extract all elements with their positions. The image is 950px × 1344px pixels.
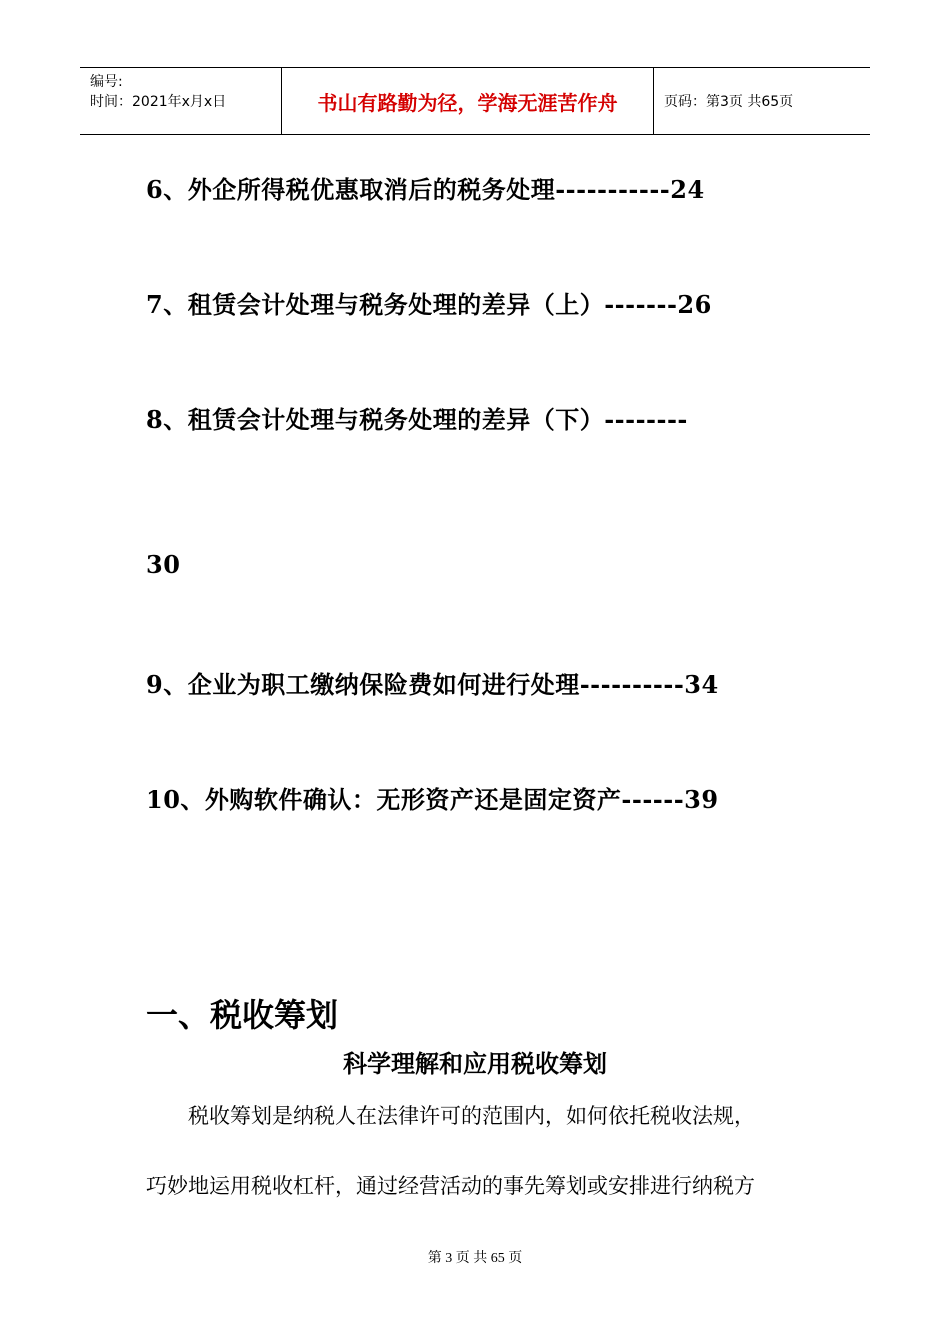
page-footer: 第 3 页 共 65 页: [427, 1251, 523, 1266]
toc-item-8[interactable]: 8、租赁会计处理与税务处理的差异（下）--------: [146, 405, 688, 434]
paragraph-line-2: 巧妙地运用税收杠杆，通过经营活动的事先筹划或安排进行纳税方: [146, 1174, 755, 1198]
paragraph-line-1: 税收筹划是纳税人在法律许可的范围内，如何依托税收法规，: [188, 1104, 755, 1128]
toc-item-6[interactable]: 6、外企所得税优惠取消后的税务处理-----------24: [146, 175, 705, 204]
page-header: [80, 67, 870, 135]
toc-item-10[interactable]: 10、外购软件确认：无形资产还是固定资产------39: [146, 785, 719, 814]
document-number-label: 编号:: [90, 74, 123, 90]
document-time-label: 时间：2021年x月x日: [90, 94, 227, 110]
header-page-info: 页码：第3页 共65页: [664, 94, 794, 110]
article-title: 科学理解和应用税收筹划: [343, 1049, 607, 1078]
header-motto: 书山有路勤为径，学海无涯苦作舟: [282, 68, 654, 134]
toc-item-8-page[interactable]: 30: [146, 550, 181, 579]
header-meta: [80, 68, 282, 134]
toc-item-9[interactable]: 9、企业为职工缴纳保险费如何进行处理----------34: [146, 670, 719, 699]
section-title: 一、税收筹划: [146, 996, 339, 1034]
toc-item-7[interactable]: 7、租赁会计处理与税务处理的差异（上）-------26: [146, 290, 712, 319]
